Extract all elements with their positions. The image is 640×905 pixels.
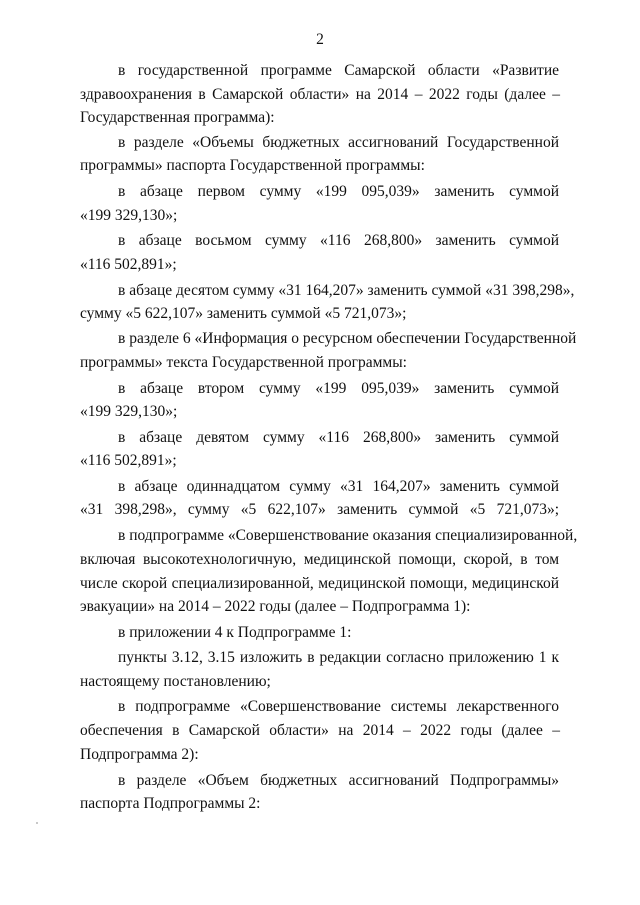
text-line: в подпрограмме «Совершенствование системы лекарственного [118, 698, 559, 715]
text-line: «116 502,891»; [80, 256, 177, 273]
text-line: эвакуации» на 2014 – 2022 годы (далее – Подпрограмма 1): [80, 598, 471, 615]
text-line: Государственная программа): [80, 109, 275, 126]
text-line: программы» текста Государственной программы: [80, 354, 407, 371]
text-line: обеспечения в Самарской области» на 2014 – 2022 годы (далее – [80, 722, 560, 739]
text-line: Подпрограмма 2): [80, 746, 199, 763]
text-line: «199 329,130»; [80, 403, 178, 420]
text-line: сумму «5 622,107» заменить суммой «5 721,073»; [80, 305, 407, 322]
text-line: в абзаце одиннадцатом сумму «31 164,207» заменить суммой [118, 478, 559, 495]
text-line: здравоохранения в Самарской области» на 2014 – 2022 годы (далее – [80, 86, 560, 103]
text-line: в разделе «Объем бюджетных ассигнований Подпрограммы» [118, 772, 559, 789]
text-line: «31 398,298», сумму «5 622,107» заменить суммой «5 721,073»; [80, 501, 559, 518]
text-line: программы» паспорта Государственной программы: [80, 157, 425, 174]
page-number: 2 [316, 31, 324, 48]
text-line: в абзаце десятом сумму «31 164,207» заменить суммой «31 398,298», [118, 282, 575, 299]
scan-artifact [36, 822, 38, 824]
text-line: в разделе 6 «Информация о ресурсном обеспечении Государственной [118, 330, 577, 347]
text-line: паспорта Подпрограммы 2: [80, 795, 261, 812]
text-line: включая высокотехнологичную, медицинской помощи, скорой, в том [80, 551, 559, 568]
text-line: в абзаце девятом сумму «116 268,800» заменить суммой [118, 429, 559, 446]
text-line: «199 329,130»; [80, 207, 178, 224]
text-line: в подпрограмме «Совершенствование оказания специализированной, [118, 527, 578, 544]
text-line: в государственной программе Самарской области «Развитие [118, 62, 559, 79]
text-line: «116 502,891»; [80, 452, 177, 469]
text-line: пункты 3.12, 3.15 изложить в редакции согласно приложению 1 к [118, 649, 559, 666]
text-line: в приложении 4 к Подпрограмме 1: [118, 624, 352, 641]
text-line: в абзаце втором сумму «199 095,039» заменить суммой [118, 380, 559, 397]
text-line: настоящему постановлению; [80, 673, 271, 690]
text-line: в разделе «Объемы бюджетных ассигнований Государственной [118, 134, 559, 151]
text-line: числе скорой специализированной, медицинской помощи, медицинской [80, 575, 559, 592]
text-line: в абзаце восьмом сумму «116 268,800» заменить суммой [118, 232, 559, 249]
text-line: в абзаце первом сумму «199 095,039» заменить суммой [118, 183, 559, 200]
